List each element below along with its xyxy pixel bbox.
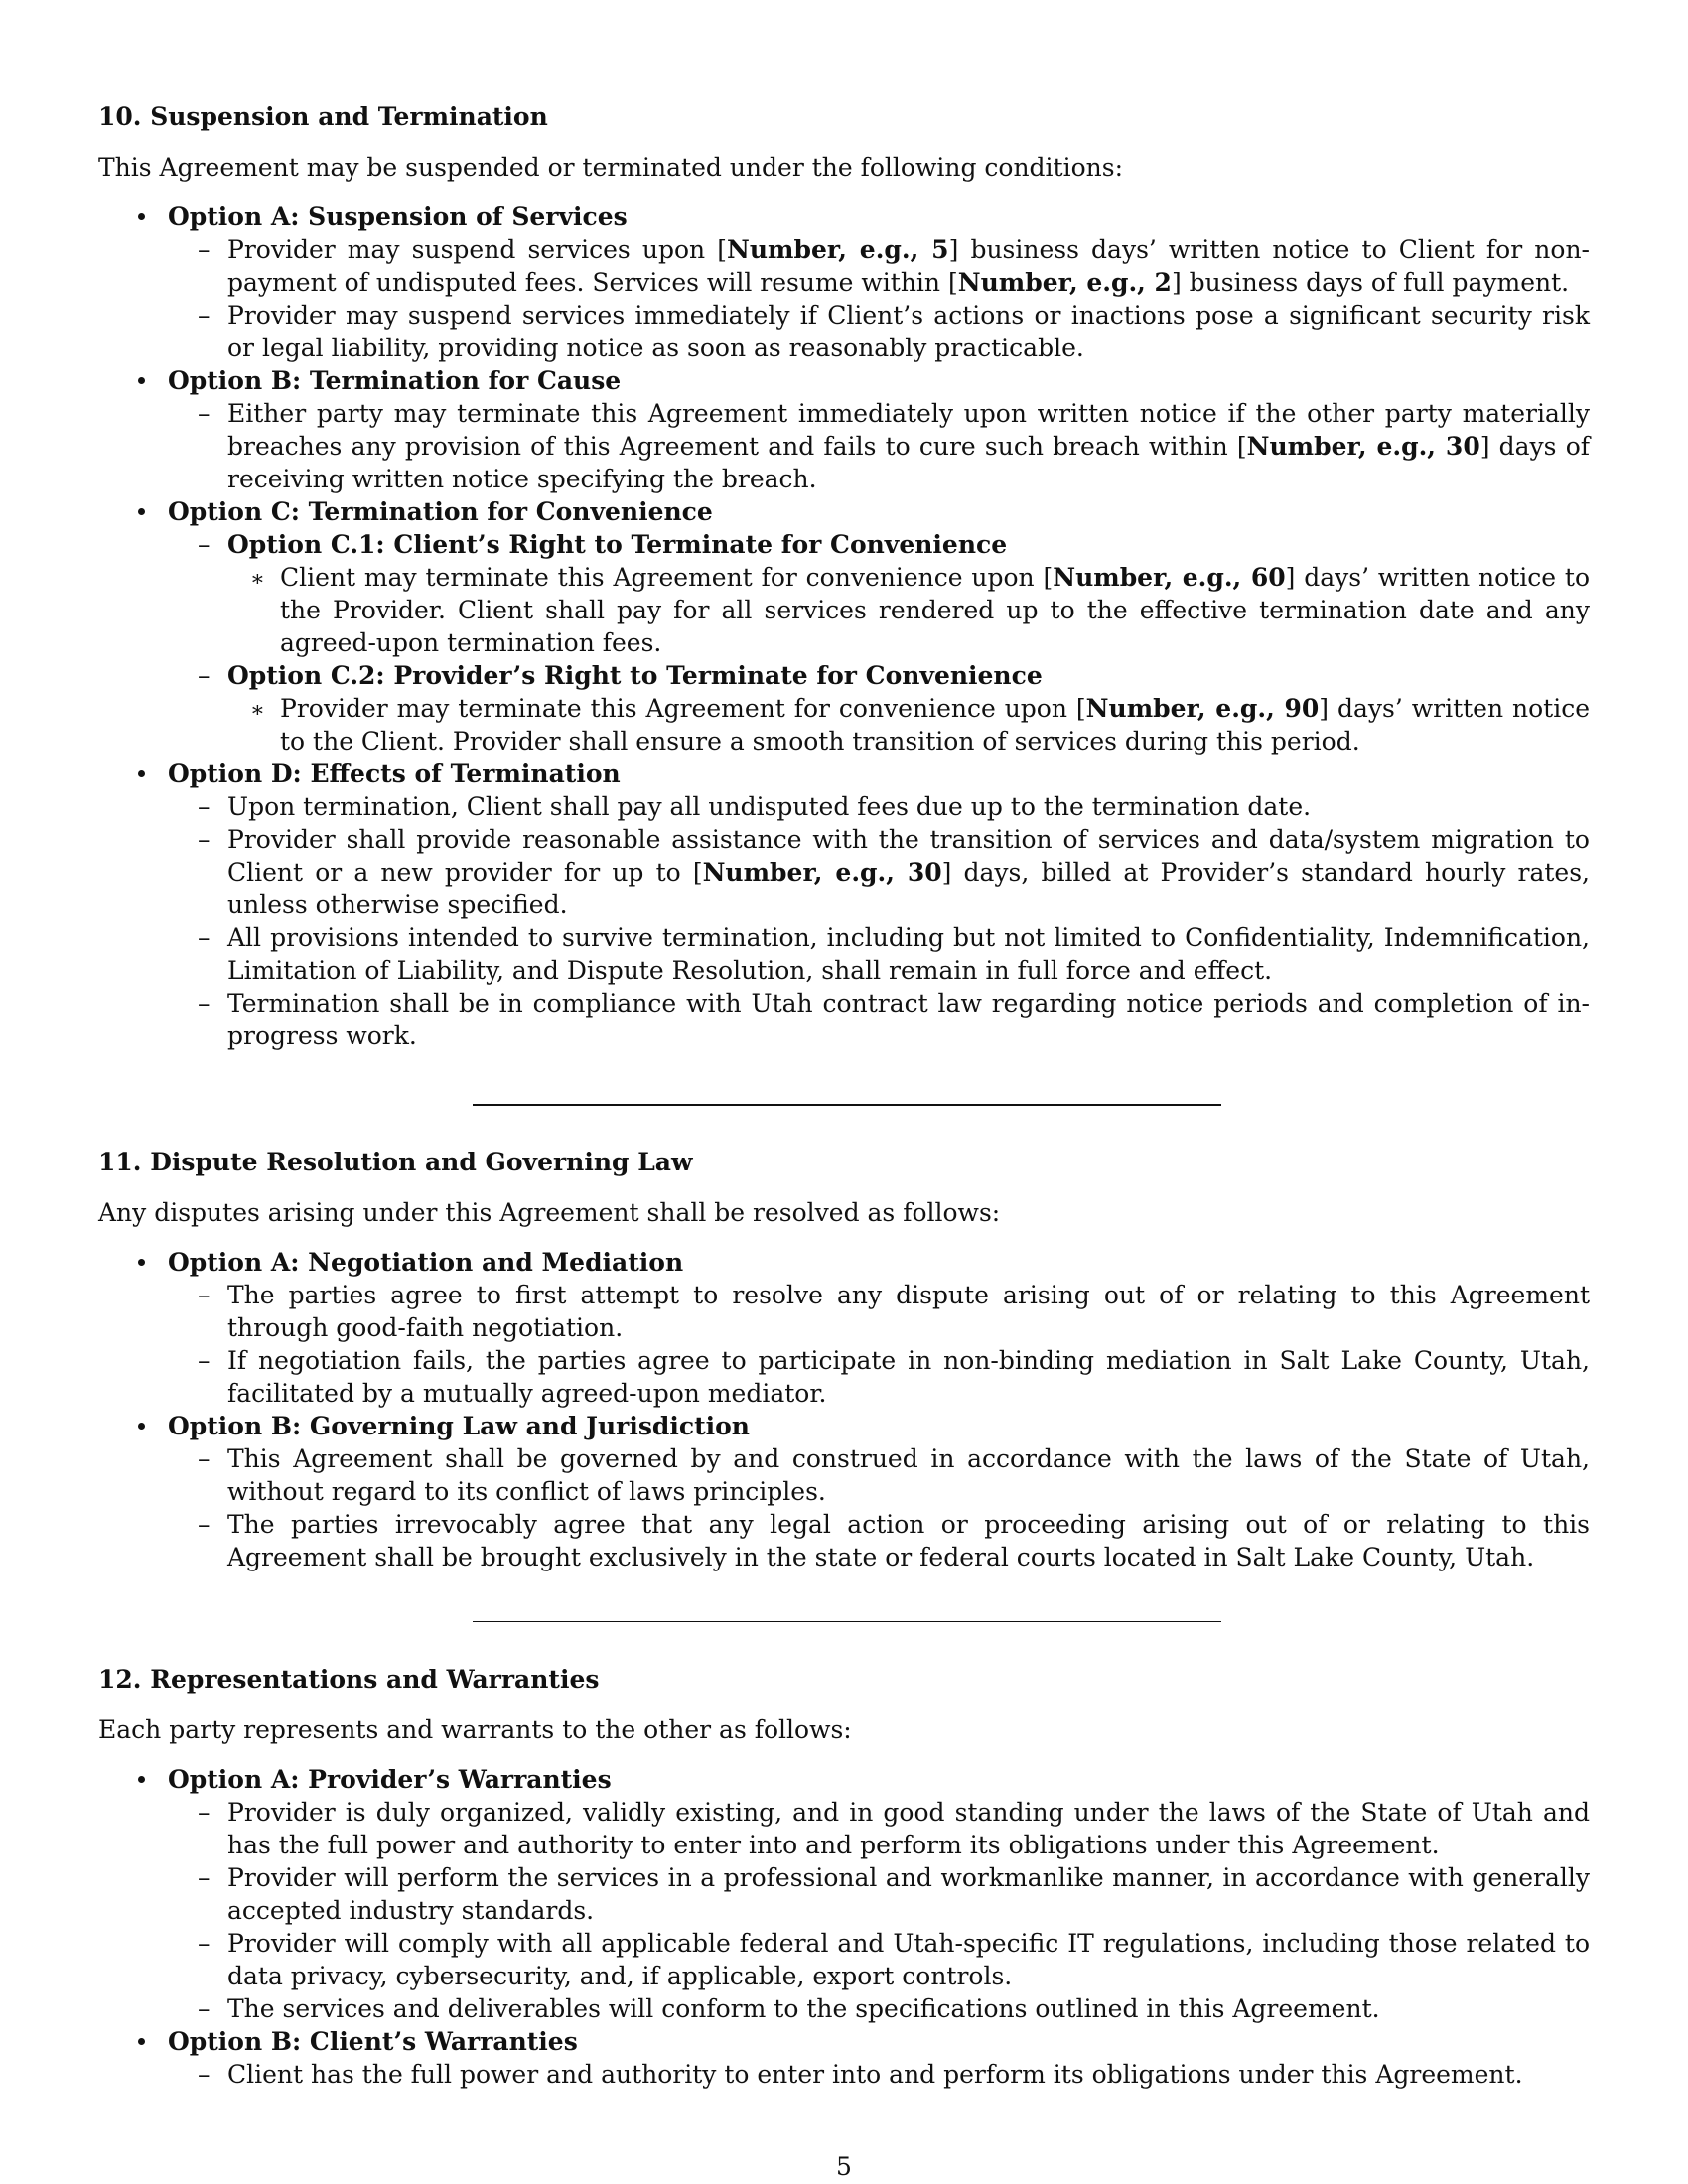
option-label: Option B: Termination for Cause bbox=[168, 366, 622, 395]
section-divider bbox=[473, 1621, 1221, 1622]
list-item: – Provider may suspend services upon [Number, e.g., 5] business days’ written notice to Client for non-payment of undisputed fees. Services will resume within [Number, e.g., 2] business days of full payment. bbox=[198, 235, 1590, 297]
section-10-title: 10. Suspension and Termination bbox=[98, 102, 548, 131]
list-item: – Provider will comply with all applicable federal and Utah-specific IT regulations, including those related to data privacy, cybersecurity, and, if applicable, export controls. bbox=[198, 1929, 1590, 1990]
bullet-icon bbox=[138, 2038, 145, 2045]
section-12-intro: Each party represents and warrants to the other as follows: bbox=[98, 1715, 852, 1744]
list-item: – Provider shall provide reasonable assistance with the transition of services and data/system migration to Client or a new provider for up to [Number, e.g., 30] days, billed at Provider’s standard hourly rates, unless otherwise specified. bbox=[198, 825, 1590, 919]
list-item bbox=[98, 1246, 1590, 1410]
section-11-intro: Any disputes arising under this Agreement shall be resolved as follows: bbox=[98, 1198, 1001, 1227]
option-label: Option C: Termination for Convenience bbox=[168, 497, 713, 526]
bullet-icon bbox=[138, 508, 145, 515]
bullet-icon bbox=[138, 213, 145, 220]
option-label: Option D: Effects of Termination bbox=[168, 759, 621, 788]
list-item: – Option C.2: Provider’s Right to Terminate for Convenience ∗ Provider may terminate this Agreement for convenience upon [Number, e.g., 90] days’ written notice to the Client. Provider shall ensure a smooth transition of services during this period. bbox=[198, 661, 1591, 755]
section-12-options bbox=[98, 1763, 1590, 2091]
list-item: ∗ Client may terminate this Agreement for convenience upon [Number, e.g., 60] days’ written notice to the Provider. Client shall pay for all services rendered up to the effective termination date and any agreed-upon termination fees. bbox=[250, 563, 1590, 657]
option-label: Option B: Governing Law and Jurisdiction bbox=[168, 1412, 750, 1440]
list-item: – The services and deliverables will conform to the specifications outlined in this Agreement. bbox=[198, 1994, 1380, 2023]
list-item bbox=[98, 1763, 1590, 2025]
option-label: Option A: Suspension of Services bbox=[168, 203, 628, 231]
list-item: – Upon termination, Client shall pay all undisputed fees due up to the termination date. bbox=[198, 792, 1312, 821]
section-12-title: 12. Representations and Warranties bbox=[98, 1665, 600, 1694]
list-item bbox=[98, 757, 1590, 1052]
bullet-icon bbox=[138, 1776, 145, 1783]
section-11-title: 11. Dispute Resolution and Governing Law bbox=[98, 1148, 693, 1176]
page-number: 5 bbox=[836, 2152, 852, 2181]
bullet-icon bbox=[138, 770, 145, 777]
list-item: – Provider is duly organized, validly existing, and in good standing under the laws of the State of Utah and has the full power and authority to enter into and perform its obligations under this Agreement. bbox=[198, 1798, 1590, 1859]
section-divider bbox=[473, 1104, 1221, 1106]
list-item: – All provisions intended to survive termination, including but not limited to Confidentiality, Indemnification, Limitation of Liability, and Dispute Resolution, shall remain in full force and effect. bbox=[198, 923, 1590, 985]
section-11-options bbox=[98, 1246, 1590, 1573]
option-label: Option B: Client’s Warranties bbox=[168, 2027, 578, 2056]
list-item: – Termination shall be in compliance with Utah contract law regarding notice periods and completion of in-progress work. bbox=[198, 989, 1590, 1050]
list-item: – Provider will perform the services in a professional and workmanlike manner, in accordance with generally accepted industry standards. bbox=[198, 1863, 1590, 1925]
list-item: ∗ Provider may terminate this Agreement for convenience upon [Number, e.g., 90] days’ written notice to the Client. Provider shall ensure a smooth transition of services during this period. bbox=[250, 694, 1591, 755]
list-item: – The parties agree to first attempt to resolve any dispute arising out of or relating to this Agreement through good-faith negotiation. bbox=[198, 1281, 1590, 1342]
bullet-icon bbox=[138, 1259, 145, 1266]
option-label: Option A: Provider’s Warranties bbox=[168, 1765, 612, 1794]
list-item: – Provider may suspend services immediately if Client’s actions or inactions pose a significant security risk or legal liability, providing notice as soon as reasonably practicable. bbox=[198, 301, 1590, 362]
bullet-icon bbox=[138, 377, 145, 384]
list-item bbox=[98, 1410, 1590, 1573]
list-item bbox=[98, 364, 1590, 495]
suboption-label: Option C.1: Client’s Right to Terminate for Convenience bbox=[227, 530, 1008, 559]
list-item: – Either party may terminate this Agreement immediately upon written notice if the other party materially breaches any provision of this Agreement and fails to cure such breach within [Number, e.g., 30] days of receiving written notice specifying the breach. bbox=[198, 399, 1591, 493]
suboption-label: Option C.2: Provider’s Right to Terminate for Convenience bbox=[227, 661, 1043, 690]
list-item: – This Agreement shall be governed by and construed in accordance with the laws of the State of Utah, without regard to its conflict of laws principles. bbox=[198, 1444, 1590, 1506]
list-item bbox=[98, 495, 1590, 757]
list-item: – If negotiation fails, the parties agree to participate in non-binding mediation in Salt Lake County, Utah, facilitated by a mutually agreed-upon mediator. bbox=[198, 1346, 1590, 1408]
list-item: – The parties irrevocably agree that any legal action or proceeding arising out of or relating to this Agreement shall be brought exclusively in the state or federal courts located in Salt Lake County, Utah. bbox=[198, 1510, 1590, 1571]
list-item: – Client has the full power and authority to enter into and perform its obligations under this Agreement. bbox=[198, 2060, 1523, 2089]
list-item: – Option C.1: Client’s Right to Terminate for Convenience ∗ Client may terminate this Agreement for convenience upon [Number, e.g., 60] days’ written notice to the Provider. Client shall pay for all services rendered up to the effective termination date and any agreed-upon termination fees. bbox=[198, 530, 1590, 657]
bullet-icon bbox=[138, 1423, 145, 1430]
section-10-options bbox=[98, 201, 1590, 1052]
section-10-intro: This Agreement may be suspended or terminated under the following conditions: bbox=[98, 153, 1123, 182]
list-item bbox=[98, 201, 1590, 364]
list-item bbox=[98, 2025, 1590, 2091]
option-label: Option A: Negotiation and Mediation bbox=[168, 1248, 684, 1277]
